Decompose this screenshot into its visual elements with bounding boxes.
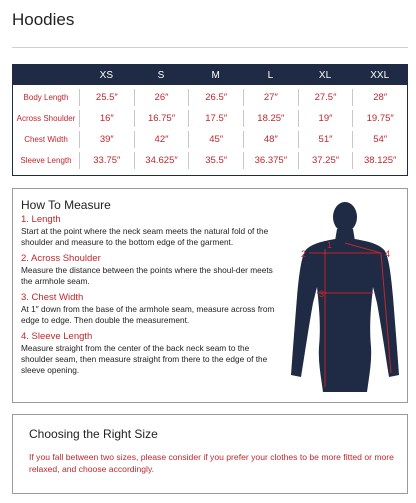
row-label: Sleeve Length [20,156,72,165]
figure-number-3: 3 [319,289,325,299]
table-cell: 17.5″ [188,110,243,127]
table-cell: 27.5″ [298,89,353,106]
figure-number-2: 2 [301,249,307,259]
header-s: S [157,69,165,81]
how-to-measure-panel [12,188,408,403]
table-cell: 54″ [352,131,407,148]
table-cell: 27″ [243,89,298,106]
header-m: M [211,69,220,81]
measure-text: Measure the distance between the points where the shoul-der meets the armhole seam. [21,265,273,286]
title-divider [12,47,408,48]
measure-heading: 4. Sleeve Length [21,331,93,342]
measure-text: At 1″ down from the base of the armhole seam, measure across from edge to edge. Then double the measurement. [21,304,275,325]
table-cell: 19.75″ [352,110,407,127]
list-item [21,331,277,376]
table-cell: 33.75″ [79,152,134,169]
table-cell: 28″ [352,89,407,106]
choosing-size-panel [12,414,408,494]
table-row-across-shoulder [13,108,407,129]
table-cell: 39″ [79,131,134,148]
header-xxl: XXL [370,69,390,81]
table-cell: 19″ [298,110,353,127]
size-header-row [13,65,407,85]
row-label: Across Shoulder [16,114,76,123]
header-xl: XL [318,69,332,81]
header-xs: XS [99,69,113,81]
measure-heading: 1. Length [21,214,61,225]
torso-measurement-figure [289,197,399,397]
table-row-body-length [13,87,407,108]
figure-number-1: 1 [327,240,333,250]
table-cell: 26.5″ [188,89,243,106]
table-cell: 25.5″ [79,89,134,106]
how-to-measure-title: How To Measure [21,198,111,212]
measure-heading: 2. Across Shoulder [21,253,101,264]
table-cell: 51″ [298,131,353,148]
measure-text: Measure straight from the center of the back neck seam to the shoulder seam, then measure straight from there to the edge of the sleeve opening. [21,343,268,375]
torso-silhouette [291,202,399,392]
table-cell: 26″ [134,89,189,106]
page-title: Hoodies [12,10,75,29]
table-cell: 36.375″ [243,152,298,169]
row-label: Chest Width [24,135,68,144]
table-cell: 35.5″ [188,152,243,169]
figure-number-4: 4 [385,249,391,259]
measure-text: Start at the point where the neck seam meets the natural fold of the shoulder and measure to the bottom edge of the garment. [21,226,269,247]
header-l: L [267,69,274,81]
table-cell: 38.125″ [352,152,407,169]
table-cell: 48″ [243,131,298,148]
table-cell: 18.25″ [243,110,298,127]
table-cell: 16″ [79,110,134,127]
table-cell: 42″ [134,131,189,148]
measure-instructions [21,214,277,381]
table-cell: 16.75″ [134,110,189,127]
list-item [21,214,277,248]
measure-heading: 3. Chest Width [21,292,84,303]
table-cell: 34.625″ [134,152,189,169]
table-cell: 37.25″ [298,152,353,169]
list-item [21,253,277,287]
choosing-title: Choosing the Right Size [29,427,158,441]
table-row-chest-width [13,129,407,150]
row-label: Body Length [23,93,69,102]
list-item [21,292,277,326]
table-cell: 45″ [188,131,243,148]
choosing-text: If you fall between two sizes, please consider if you prefer your clothes to be more fitted or more relaxed, and choose accordingly. [29,452,394,474]
size-chart-table [12,64,408,176]
table-row-sleeve-length [13,150,407,171]
